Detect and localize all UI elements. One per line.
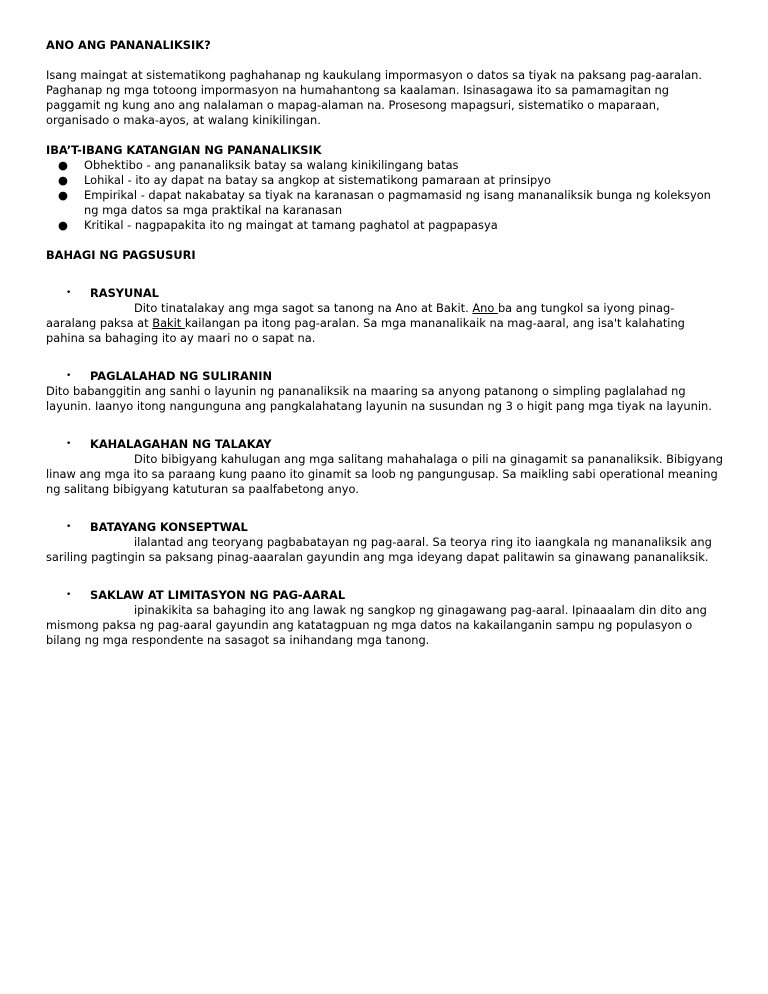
section-text: ipinakikita sa bahaging ito ang lawak ng sangkop ng ginagawang pag-aaral. Ipinaaalam din dito ang — [134, 603, 707, 617]
section-text: Dito bibigyang kahulugan ang mga salitang mahahalaga o pili na ginagamit sa pananaliksik. Bibigyang — [134, 452, 723, 466]
section-text: aaralang paksa at — [46, 316, 153, 330]
section-line: linaw ang mga ito sa paraang kung paano ito ginamit sa loob ng pangungusap. Sa maikling sabi operational meaning — [46, 467, 718, 481]
section-text: ba ang tungkol sa iyong pinag- — [497, 301, 675, 315]
page-title: ANO ANG PANANALIKSIK? — [46, 38, 211, 52]
section-heading — [46, 588, 726, 603]
intro-line: Isang maingat at sistematikong paghahanap ng kaukulang impormasyon o datos sa tiyak na paksang pag-aaralan. — [46, 68, 703, 82]
section-heading — [46, 369, 726, 384]
intro-paragraph — [46, 68, 726, 128]
bullet-icon: ● — [58, 188, 68, 202]
section-kahalagahan — [46, 437, 726, 497]
section-line: mismong paksa ng pag-aaral gayundin ang katatagpuan ng mga datos na kakailanganin sampu ng populasyon o — [46, 618, 693, 632]
section-batayang-konseptwal — [46, 520, 726, 565]
bullet-icon: • — [66, 371, 72, 381]
bullet-icon: • — [66, 522, 72, 532]
bullet-icon: • — [66, 439, 72, 449]
bullet-icon: ● — [58, 218, 68, 232]
bullet-icon: • — [66, 590, 72, 600]
section-text: kailangan pa itong pag-aralan. Sa mga mananalikaik na mag-aaral, ang isa't kalahating — [184, 316, 685, 330]
section-line — [46, 603, 726, 618]
list-item — [46, 188, 726, 218]
list-item — [46, 158, 726, 173]
parts-heading: BAHAGI NG PAGSUSURI — [46, 248, 196, 262]
section-title: KAHALAGAHAN NG TALAKAY — [90, 437, 272, 451]
section-line — [46, 535, 726, 550]
section-line: Dito babanggitin ang sanhi o layunin ng pananaliksik na maaring sa anyong patanong o simpling paglalahad ng — [46, 384, 686, 398]
section-heading — [46, 437, 726, 452]
trait-text: Lohikal - ito ay dapat na batay sa angkop at sistematikong pamaraan at prinsipyo — [84, 173, 551, 187]
trait-text: Empirikal - dapat nakabatay sa tiyak na karanasan o pagmamasid ng isang mananaliksik bunga ng koleksyon — [84, 188, 711, 202]
section-heading — [46, 520, 726, 535]
document-page — [46, 38, 726, 648]
intro-line: Paghanap ng mga totoong impormasyon na humahantong sa kaalaman. Isinasagawa ito sa pamamagitan ng — [46, 83, 670, 97]
intro-line: paggamit ng kung ano ang nalalaman o mapag-alaman na. Prosesong mapagsuri, sistematiko o maparaan, — [46, 98, 660, 112]
section-title: PAGLALAHAD NG SULIRANIN — [90, 369, 273, 383]
section-line — [46, 452, 726, 467]
section-heading — [46, 286, 726, 301]
bullet-icon: ● — [58, 173, 68, 187]
traits-heading: IBA’T-IBANG KATANGIAN NG PANANALIKSIK — [46, 143, 322, 157]
section-paglalahad — [46, 369, 726, 414]
trait-text: Kritikal - nagpapakita ito ng maingat at tamang paghatol at pagpapasya — [84, 218, 498, 232]
section-line: bilang ng mga respondente na sasagot sa inihandang mga tanong. — [46, 633, 430, 647]
section-rasyunal — [46, 286, 726, 346]
trait-text: Obhektibo - ang pananaliksik batay sa walang kinikilingang batas — [84, 158, 459, 172]
section-line: layunin. Iaanyo itong nangunguna ang pangkalahatang layunin na susundan ng 3 o higit pang mga tiyak na layunin. — [46, 399, 712, 413]
section-line — [46, 316, 726, 331]
underlined-word: Ano — [472, 301, 498, 315]
list-item — [46, 218, 726, 233]
section-line: sariling pagtingin sa paksang pinag-aaaralan gayundin ang mga ideyang dapat palitawin sa ginawang pananaliksik. — [46, 550, 709, 564]
section-text: ilalantad ang teoryang pagbabatayan ng pag-aaral. Sa teorya ring ito iaangkala ng mananaliksik ang — [134, 535, 712, 549]
section-line — [46, 301, 726, 316]
underlined-word: Bakit — [152, 316, 185, 330]
section-saklaw — [46, 588, 726, 648]
section-title: BATAYANG KONSEPTWAL — [90, 520, 248, 534]
section-line: pahina sa bahaging ito ay maari no o sapat na. — [46, 331, 316, 345]
bullet-icon: ● — [58, 158, 68, 172]
section-text: Dito tinatalakay ang mga sagot sa tanong na Ano at Bakit. — [134, 301, 473, 315]
trait-text: ng mga datos sa mga praktikal na karanasan — [84, 203, 343, 217]
bullet-icon: • — [66, 288, 72, 298]
list-item — [46, 173, 726, 188]
traits-list — [46, 158, 726, 233]
section-title: RASYUNAL — [90, 286, 159, 300]
section-line: ng salitang bibigyang katuturan sa paalfabetong anyo. — [46, 482, 359, 496]
section-title: SAKLAW AT LIMITASYON NG PAG-AARAL — [90, 588, 346, 602]
intro-line: organisado o maka-ayos, at walang kinikilingan. — [46, 113, 321, 127]
